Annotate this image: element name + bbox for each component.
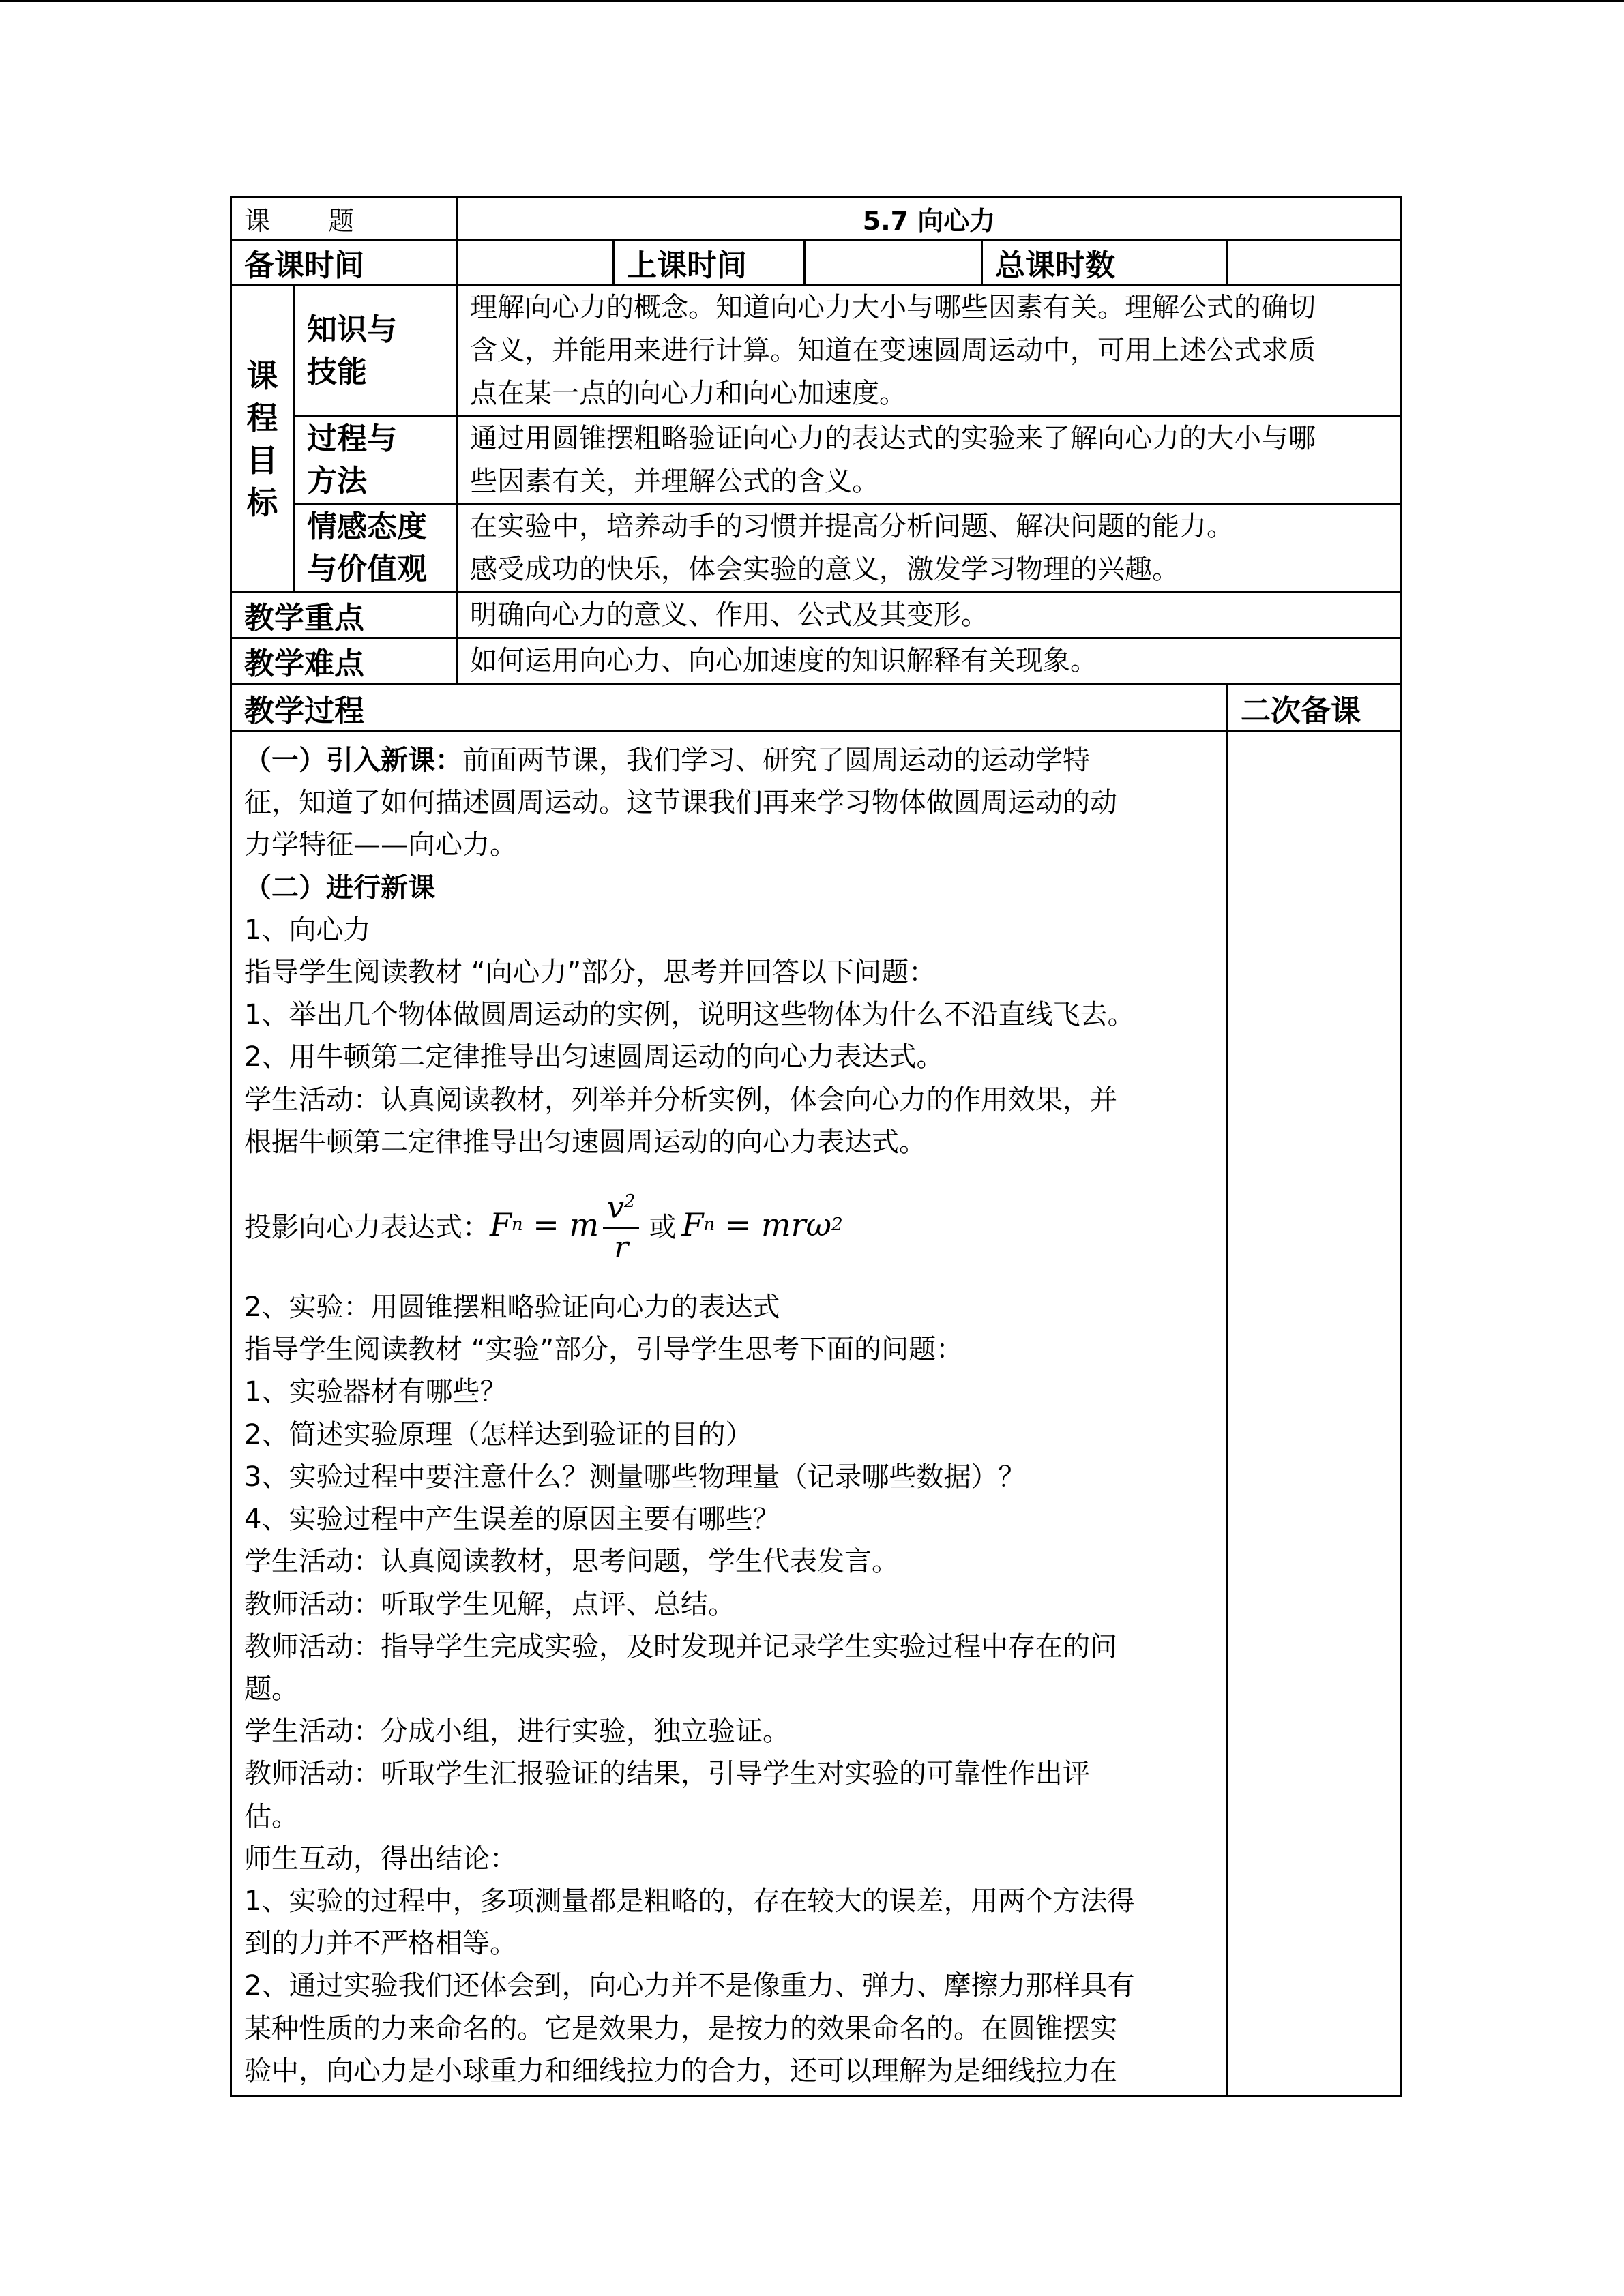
text-line: 2、实验：用圆锥摆粗略验证向心力的表达式 [244,1292,780,1324]
text-line: 学生活动：分成小组，进行实验，独立验证。 [244,1716,790,1748]
page-top-border [0,0,1624,2]
difficulty-row [231,638,1402,684]
text-line: 力学特征——向心力。 [244,829,517,861]
text-line: 理解向心力的概念。知道向心力大小与哪些因素有关。理解公式的确切 [470,292,1316,323]
formula-label: 投影向心力表达式： [244,1211,490,1243]
text-line: 1、向心力 [244,914,371,946]
new-lesson-heading: （二）进行新课 [244,871,435,904]
total-hours-label: 总课时数 [982,240,1228,286]
class-time-label: 上课时间 [614,240,805,286]
course-goals-char: 程 [246,399,278,436]
text-line: 1、举出几个物体做圆周运动的实例，说明这些物体为什么不沿直线飞去。 [244,999,1135,1031]
text-line: 教师活动：听取学生见解，点评、总结。 [244,1588,735,1620]
course-goals-label [231,286,294,593]
intro-text: 前面两节课，我们学习、研究了圆周运动的运动学特 [462,745,1090,777]
teaching-process-label: 教学过程 [231,684,1228,732]
emotion-label-line: 与价值观 [307,552,427,586]
formula-or: 或 [649,1211,677,1243]
formula-line [244,1163,1199,1286]
class-time-value [805,240,982,286]
goal-emotion-row [231,505,1402,593]
key-point-row [231,593,1402,638]
text-line: 1、实验的过程中，多项测量都是粗略的，存在较大的误差，用两个方法得 [244,1885,1135,1917]
course-goals-char: 课 [246,357,278,394]
key-point-label: 教学重点 [231,593,457,638]
text-line: 学生活动：认真阅读教材，思考问题，学生代表发言。 [244,1546,899,1578]
text-line: 2、用牛顿第二定律推导出匀速圆周运动的向心力表达式。 [244,1041,944,1073]
text-line: 含义，并能用来进行计算。知道在变速圆周运动中，可用上述公式求质 [470,335,1316,366]
intro-heading: （一）引入新课： [244,745,462,777]
fraction-v2-over-r: $\frac{v^2}{r}$ [603,1183,639,1267]
text-line: 师生互动，得出结论： [244,1843,517,1875]
process-text [457,417,1402,505]
text-line: 指导学生阅读教材 “向心力”部分，思考并回答以下问题： [244,957,936,989]
knowledge-label-line: 知识与 [307,312,397,347]
difficulty-label: 教学难点 [231,638,457,684]
emotion-text [457,505,1402,593]
knowledge-label-line: 技能 [307,354,367,389]
text-line: 教师活动：听取学生汇报验证的结果，引导学生对实验的可靠性作出评 [244,1758,1090,1790]
text-line: 1、实验器材有哪些？ [244,1376,507,1408]
text-line: 通过用圆锥摆粗略验证向心力的表达式的实验来了解向心力的大小与哪 [470,423,1316,454]
goal-knowledge-row [231,286,1402,417]
knowledge-label [294,286,457,417]
text-line: 题。 [244,1673,299,1705]
emotion-label-line: 情感态度 [307,509,427,544]
text-line: 4、实验过程中产生误差的原因主要有哪些？ [244,1504,780,1536]
text-line: 指导学生阅读教材 “实验”部分，引导学生思考下面的问题： [244,1334,964,1366]
text-line: 些因素有关，并理解公式的含义。 [470,466,880,497]
prep-time-label: 备课时间 [231,240,457,286]
total-hours-value [1228,240,1402,286]
process-label-line: 方法 [307,464,367,498]
text-line: 验中，向心力是小球重力和细线拉力的合力，还可以理解为是细线拉力在 [244,2055,1117,2087]
topic-row [231,197,1402,240]
text-line: 某种性质的力来命名的。它是效果力，是按力的效果命名的。在圆锥摆实 [244,2012,1117,2044]
topic-value: 5.7 向心力 [457,197,1402,240]
text-line: 感受成功的快乐，体会实验的意义，激发学习物理的兴趣。 [470,554,1180,585]
text-line: 在实验中，培养动手的习惯并提高分析问题、解决问题的能力。 [470,511,1235,542]
schedule-row [231,240,1402,286]
process-body-row [231,732,1402,2096]
topic-label: 课 题 [231,197,457,240]
process-label-line: 过程与 [307,421,397,456]
text-line: 到的力并不严格相等。 [244,1928,517,1960]
text-line: 2、简述实验原理（怎样达到验证的目的） [244,1418,753,1450]
second-prep-content [1228,732,1402,2096]
knowledge-text [457,286,1402,417]
process-header-row [231,684,1402,732]
text-line: 2、通过实验我们还体会到，向心力并不是像重力、弹力、摩擦力那样具有 [244,1970,1135,2002]
text-line: 学生活动：认真阅读教材，列举并分析实例，体会向心力的作用效果，并 [244,1084,1117,1116]
emotion-label [294,505,457,593]
text-line: 3、实验过程中要注意什么？测量哪些物理量（记录哪些数据）？ [244,1461,1026,1493]
goal-process-row [231,417,1402,505]
text-line: 教师活动：指导学生完成实验，及时发现并记录学生实验过程中存在的问 [244,1630,1117,1663]
second-prep-label: 二次备课 [1228,684,1402,732]
text-line: 征，知道了如何描述圆周运动。这节课我们再来学习物体做圆周运动的动 [244,787,1117,819]
teaching-process-content [231,732,1228,2096]
text-line: 估。 [244,1800,299,1832]
text-line: 根据牛顿第二定律推导出匀速圆周运动的向心力表达式。 [244,1126,926,1158]
key-point-value: 明确向心力的意义、作用、公式及其变形。 [457,593,1402,638]
centripetal-force-formula: F n = m $\frac{v^2}{r}$ 或 F n = mrω 2 [490,1183,843,1267]
intro-paragraph-line [244,739,1199,781]
prep-time-value [457,240,614,286]
text-line: 点在某一点的向心力和向心加速度。 [470,378,907,409]
difficulty-value: 如何运用向心力、向心加速度的知识解释有关现象。 [457,638,1402,684]
lesson-plan-table [230,196,1402,2097]
process-label [294,417,457,505]
course-goals-char: 标 [246,483,278,521]
course-goals-char: 目 [246,441,278,479]
